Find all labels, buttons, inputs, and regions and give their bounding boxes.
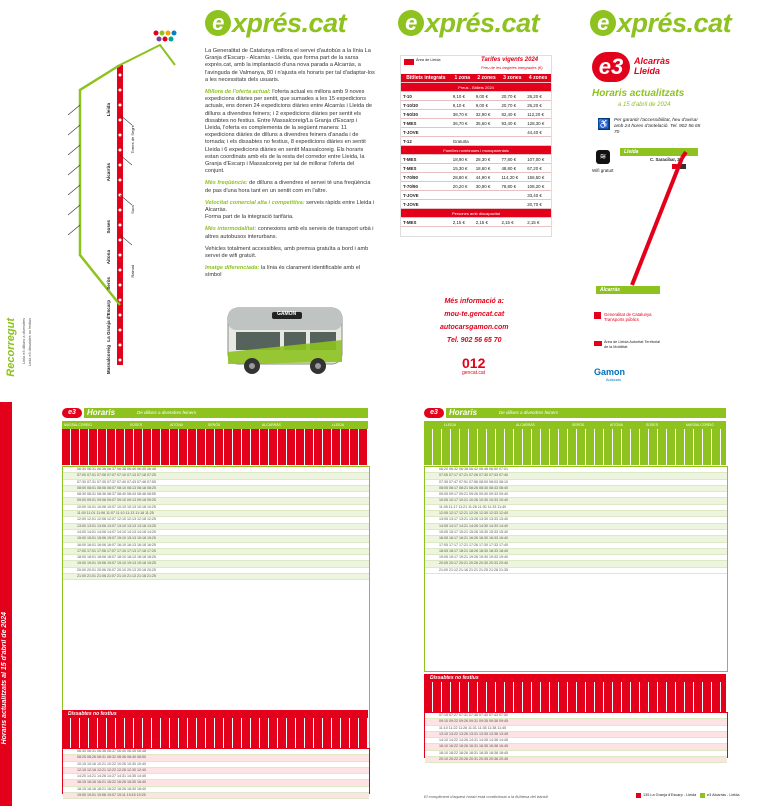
timetable-row: 10:15 10:16 10:21 10:22 10:26 10:30 10:40	[63, 762, 369, 768]
timetable-row: 14:00 14:01 14:06 14:07 14:10 14:13 14:18 14:25	[63, 530, 369, 536]
right-weekday-table	[424, 466, 728, 672]
fare-price: 20,70 €	[499, 101, 525, 110]
fare-price: 2,15 €	[474, 218, 500, 227]
fare-ticket-name: T-JOVE	[401, 200, 451, 209]
timetable-row: 15:00 15:01 15:06 15:07 15:10 15:13 15:18 15:25	[63, 536, 369, 542]
right-column-headers	[424, 429, 726, 465]
fare-row	[401, 137, 551, 146]
fare-row	[401, 173, 551, 182]
contact-block: Més informació a: mou-te.gencat.cat autocarsgamon.com Tel. 902 56 65 70	[440, 295, 508, 347]
timetable-row: 14:10 14:22 14:26 14:31 14:35 14:38 14:45	[425, 738, 727, 744]
left-line-code: e3	[62, 408, 82, 418]
contact-phone[interactable]: Tel. 902 56 65 70	[446, 337, 502, 344]
fare-row	[401, 200, 551, 209]
fare-price: 156,50 €	[525, 173, 551, 182]
timetable-row: 10:00 10:01 10:06 10:07 10:10 10:13 10:18 10:25	[63, 505, 369, 511]
fare-row	[401, 119, 551, 128]
right-timetable-header	[424, 408, 726, 418]
timetable-row: 08:30 08:31 08:36 08:37 08:40 08:43 08:48 08:55	[63, 492, 369, 498]
accessibility-icon: ♿	[598, 119, 610, 129]
fare-price	[499, 200, 525, 209]
stop-label-aitona: Aitona	[106, 250, 111, 265]
fare-ticket-name: T-10/30	[401, 101, 451, 110]
logo-012: 012 gencat.cat	[462, 355, 486, 376]
line-name: Alcarràs Lleida	[634, 56, 671, 76]
fare-price	[499, 137, 525, 146]
fare-row	[401, 155, 551, 164]
fare-row	[401, 92, 551, 101]
fare-price: 9,10 €	[451, 101, 474, 110]
fare-price: 2,15 €	[525, 218, 551, 227]
fare-row	[401, 164, 551, 173]
atm-logo-icon	[404, 59, 414, 65]
contact-web2[interactable]: autocarsgamon.com	[440, 324, 509, 331]
stop-label-torres: Torres de Segre	[130, 125, 135, 154]
timetable-row: 16:05 16:17 16:21 16:26 16:30 16:33 16:40	[425, 536, 727, 542]
left-title: Horaris	[87, 408, 116, 417]
stop-label-seros: Seròs	[106, 277, 111, 290]
fare-price: 9,10 €	[451, 92, 474, 101]
fare-row	[401, 218, 551, 227]
fare-price: 107,00 €	[525, 155, 551, 164]
cover-route-line	[612, 150, 692, 290]
fare-price	[474, 191, 500, 200]
timetable-row: 19:00 19:01 19:06 19:07 19:10 19:13 19:18 19:25	[63, 561, 369, 567]
side-caption-band	[0, 402, 12, 806]
fare-ticket-name: T-MES	[401, 164, 451, 173]
atm-logo-icon-2	[594, 341, 602, 346]
fare-price	[451, 191, 474, 200]
fare-price: 9,00 €	[474, 92, 500, 101]
intro-p7: Imatge diferenciada: la línia és clarament identificable amb el símbol	[205, 265, 361, 279]
stop-label-lleida: Lleida	[106, 103, 111, 117]
fare-price: 26,20 €	[525, 92, 551, 101]
logo-e-icon-2: e	[398, 10, 424, 36]
atm-label: Àrea de Lleida Autoritat Territorial de la Mobilitat	[604, 340, 661, 349]
left-column-headers	[62, 429, 368, 465]
fare-price: 9,00 €	[474, 101, 500, 110]
stop-label-alcarras: Alcarràs	[106, 163, 111, 182]
fare-price: 15,30 €	[451, 164, 474, 173]
fare-price	[474, 137, 500, 146]
fare-price: 32,90 €	[474, 110, 500, 119]
fare-price: 20,20 €	[451, 182, 474, 191]
fare-price: 114,30 €	[499, 173, 525, 182]
timetable-row: 12:15 12:16 12:21 12:22 12:26 12:30 12:40	[63, 768, 369, 774]
fare-price: 20,70 €	[525, 200, 551, 209]
stop-label-soses: Soses	[106, 220, 111, 234]
fare-price: 77,80 €	[499, 155, 525, 164]
cover-subtitle: Horaris actualitzats	[592, 88, 685, 99]
intro-p5: Més intermodalitat: connexions amb els serveis de transport urbà i altres autobusos interurbans.	[205, 226, 374, 240]
timetable-row: 07:05 07:17 07:21 07:26 07:30 07:33 07:40	[425, 473, 727, 479]
legend-a-icon	[636, 793, 641, 798]
line-code: e3	[592, 52, 630, 82]
fare-price: 33,40 €	[525, 191, 551, 200]
brand-logo-2: e xprés.cat	[398, 10, 539, 37]
gencat-logo-icon	[594, 312, 601, 319]
fare-price	[525, 137, 551, 146]
stop-top-banner: Lleida	[620, 148, 698, 156]
logo-e-icon-3: e	[590, 10, 616, 36]
timetable-row: 13:00 13:01 13:06 13:07 13:10 13:13 13:18 13:25	[63, 524, 369, 530]
stop-top-address: C. Saracibar, 2	[650, 157, 680, 162]
stop-label-sucs: Sucs	[130, 205, 135, 214]
timetable-row: 09:05 09:17 09:21 09:26 09:30 09:33 09:40	[425, 492, 727, 498]
fare-price: 26,20 €	[525, 101, 551, 110]
fare-price: 18,90 €	[451, 155, 474, 164]
timetable-row: 07:35 07:47 07:51 07:56 08:00 08:03 08:10	[425, 480, 727, 486]
right-colgroups: LLEIDA ALCARRÀS SERÒS AITONA SOSES MASSALCOREIG	[424, 421, 726, 429]
contact-web[interactable]: mou-te.gencat.cat	[444, 311, 505, 318]
wifi-icon: ≋	[596, 150, 610, 164]
legend-b-icon	[700, 793, 705, 798]
gamon-logo: Gamon	[594, 367, 626, 377]
fares-table: Bitllets integrats 1 zona 2 zones 3 zones 4 zones Preus - Bitllets 2024 T-10 9,10 € 9,00 € 20,70 € 26,20 € T-10/30 9,10 € 9,00 € 20,70 € 26,20 € T-50/30 38,70 € 32,90 € 82,40 € 112,20 € T-MES 36,70 € 35,60 € 93,40 € 128,30 € T-JOVE 44,40 € T-12 Gratuïta Famílies nombroses i monoparentals T-MES 18,90 € 28,30 € 77,80 € 107,00 € T-MES 15,30 € 18,60 € 48,80 € 67,20 € T-70/90 28,80 € 44,90 € 114,30 € 156,50 € T-70/90 20,20 € 30,90 € 78,80 € 108,20 € T-JOVE 33,40 € T-JOVE 20,70 € Persones amb discapacitat T-MES 2,15 € 2,15 € 2,15 € 2,15 €	[401, 74, 551, 227]
intro-p1: La Generalitat de Catalunya millora el servei d'autobús a la línia La Granja d'Escarp - Alcarràs - Lleida, que forma part de la xarxa exprés.cat, amb la implantació d'una nova parada a Alcarràs, a l'avinguda de Valmanya, 80 i n'ajusta els horaris per tal d'adaptar-los a les necessitats dels usuaris.	[205, 48, 375, 83]
timetable-row: 16:15 16:16 16:21 16:22 16:26 16:30 16:40	[63, 780, 369, 786]
timetable-row: 17:05 17:17 17:21 17:26 17:30 17:33 17:40	[425, 543, 727, 549]
timetable-row: 16:10 16:22 16:26 16:31 16:35 16:38 16:45	[425, 744, 727, 750]
fare-price	[499, 128, 525, 137]
fare-price: 44,90 €	[474, 173, 500, 182]
brand-logo-3: e xprés.cat	[590, 10, 731, 37]
stop-label-granja: La Granja d'Escarp	[106, 300, 111, 342]
timetable-row: 20:05 20:17 20:21 20:26 20:30 20:33 20:40	[425, 561, 727, 567]
fare-ticket-name: T-50/30	[401, 110, 451, 119]
fare-price	[451, 200, 474, 209]
timetable-row: 18:15 18:16 18:21 18:22 18:26 18:30 18:40	[63, 787, 369, 793]
fare-row	[401, 128, 551, 137]
fare-ticket-name: T-70/90	[401, 173, 451, 182]
fare-price: 108,20 €	[525, 182, 551, 191]
line-badge	[592, 52, 678, 82]
gamon-sub: Autocars	[606, 378, 621, 382]
timetable-row: 19:00 19:01 19:06 19:07 19:11 19:15 19:25	[63, 793, 369, 799]
route-legend-b: Línia e3 dissabtes no festius	[28, 318, 32, 366]
fares-subtitle: Preu de les targetes integrades (€)	[481, 65, 543, 70]
legend-a: 135 La Granja d'Escarp - Lleida	[643, 793, 697, 797]
side-caption: Horaris actualitzats al 15 d'abril de 2024	[1, 612, 8, 745]
timetable-row: 07:00 07:01 07:06 07:07 07:10 07:13 07:18 07:25	[63, 473, 369, 479]
logo-e-icon: e	[205, 10, 231, 36]
fare-price	[499, 191, 525, 200]
brand-logo: e xprés.cat	[205, 10, 346, 37]
timetable-row: 20:00 20:01 20:06 20:07 20:10 20:13 20:18 20:25	[63, 568, 369, 574]
footer-note: El compliment d'aquest horari està condicionat a la fluïdesa del trànsit	[424, 794, 548, 799]
right-sat-column-headers	[424, 682, 726, 712]
fare-ticket-name: T-JOVE	[401, 128, 451, 137]
fare-ticket-name: T-JOVE	[401, 191, 451, 200]
right-saturday-table	[424, 712, 728, 762]
fare-price: 20,70 €	[499, 92, 525, 101]
left-sat-column-headers	[62, 718, 368, 748]
route-map-title: Recorregut	[5, 318, 17, 377]
timetable-row: 11:05 11:17 11:21 11:26 11:30 11:33 11:40	[425, 505, 727, 511]
fare-ticket-name: T-70/90	[401, 182, 451, 191]
timetable-row: 20:10 20:22 20:26 20:31 20:35 20:38 20:45	[425, 757, 727, 763]
fare-price: 93,40 €	[499, 119, 525, 128]
left-saturday-header: Dissabtes no festius	[62, 710, 368, 718]
fare-price: 18,60 €	[474, 164, 500, 173]
timetable-row: 07:30 07:31 07:35 07:37 07:40 07:43 07:48 07:55	[63, 480, 369, 486]
right-title: Horaris	[449, 408, 478, 417]
fare-price	[474, 200, 500, 209]
timetable-row: 12:05 12:17 12:21 12:26 12:30 12:33 12:40	[425, 511, 727, 517]
fares-title: Tarifes vigents 2024	[481, 57, 539, 63]
fare-price: 2,15 €	[451, 218, 474, 227]
timetable-row: 09:00 09:01 09:06 09:07 09:10 09:13 09:18 09:25	[63, 498, 369, 504]
intro-p3: Més freqüència: de dilluns a divendres el servei té una freqüència de pas d'una hora tant en un sentit com en l'altre.	[205, 180, 371, 194]
intro-p4b: Forma part de la integració tarifària.	[205, 214, 294, 221]
fare-price: 48,80 €	[499, 164, 525, 173]
accessibility-text: Per garantir l'accessibilitat, heu d'avisar amb 24 hores d'antelació. Tel. 902 56 65 70	[614, 118, 701, 135]
fare-price: 44,40 €	[525, 128, 551, 137]
intro-p2: Millora de l'oferta actual: l'oferta actual es millora amb 9 noves expedicions diàries per sentit, que sumades a les 15 expedicions actuals, ens donen 24 expedicions diàries entre Alcarràs i Lleida de dilluns a divendres feiners; i 2 expedicions diàries per sentit els dissabtes no festius. Entre Massalcoreig/La Granja d'Escarp i Lleida, l'oferta es complementa de la següent manera: 11 expedicions diàries de dilluns a divendres feiners d'anada i de tornada; i els dissabtes no festius, 8 expedicions diàries en sentit Lleida i 6 expedicions diàries en sentit Massalcoreig. Els horaris estan coordinats amb els de la resta del corredor entre Lleida, la Granja d'Escarp i Massalcoreig per tal de millorar l'oferta del conjunt.	[205, 89, 372, 175]
route-map	[60, 15, 200, 385]
route-legend-a: Línia e3 dilluns a divendres	[22, 318, 26, 365]
fare-price: 2,15 €	[499, 218, 525, 227]
fare-price: 112,20 €	[525, 110, 551, 119]
right-line-code: e3	[424, 408, 444, 418]
left-timetable-header	[62, 408, 368, 418]
timetable-row: 21:00 21:12 21:16 21:21 21:25 21:28 21:35	[425, 568, 727, 574]
timetable-row: 07:15 07:27 07:31 07:36 07:40 07:43 07:50	[425, 713, 727, 719]
timetable-row: 13:10 13:22 13:26 13:31 13:35 13:38 13:45	[425, 732, 727, 738]
timetable-row: 13:05 13:17 13:21 13:26 13:30 13:33 13:40	[425, 517, 727, 523]
left-saturday-table	[62, 748, 370, 798]
intro-text	[205, 48, 375, 285]
bus-brand-label: GAMON	[277, 311, 297, 317]
fare-price: 36,70 €	[451, 119, 474, 128]
timetable-row: 17:00 17:01 17:06 17:07 17:10 17:13 17:18 17:25	[63, 549, 369, 555]
timetable-row: 10:05 10:17 10:21 10:26 10:30 10:33 10:40	[425, 498, 727, 504]
fare-ticket-name: T-MES	[401, 155, 451, 164]
intro-p4: Velocitat comercial alta i competitiva: serveis ràpids entre Lleida i Alcarràs.	[205, 199, 375, 214]
fare-price	[474, 128, 500, 137]
timetable-row: 06:30 06:31 06:36 06:37 06:38 06:40 06:45 06:48	[63, 467, 369, 473]
fare-ticket-name: T-12	[401, 137, 451, 146]
timetable-row: 16:00 16:01 16:06 16:07 16:10 16:13 16:18 16:25	[63, 543, 369, 549]
timetable-row: 09:10 09:22 09:26 09:31 09:35 09:38 09:45	[425, 719, 727, 725]
timetable-row: 18:05 18:17 18:21 18:26 18:30 18:33 18:40	[425, 549, 727, 555]
gencat-label: Generalitat de Catalunya Transports públics	[604, 312, 652, 322]
fare-price: 128,30 €	[525, 119, 551, 128]
fare-price: 30,90 €	[474, 182, 500, 191]
fare-row	[401, 182, 551, 191]
fare-row	[401, 101, 551, 110]
left-colgroups: MASSALCOREIG SOSES AITONA SERÒS ALCARRÀS LLEIDA	[62, 421, 368, 429]
fare-price: 35,60 €	[474, 119, 500, 128]
fare-ticket-name: T-10	[401, 92, 451, 101]
fare-price: 28,30 €	[474, 155, 500, 164]
timetable-row: 12:00 12:01 12:06 12:07 12:10 12:13 12:18 12:25	[63, 517, 369, 523]
timetable-row: 08:05 08:17 08:21 08:26 08:30 08:33 08:40	[425, 486, 727, 492]
fare-price: 28,80 €	[451, 173, 474, 182]
fare-price: 38,70 €	[451, 110, 474, 119]
fare-ticket-name: T-MES	[401, 218, 451, 227]
timetable-row: 15:05 15:17 15:21 15:26 15:30 15:33 15:40	[425, 530, 727, 536]
timetable-row: 11:00 11:01 11:06 11:07 11:10 11:13 11:18 11:25	[63, 511, 369, 517]
fare-price: 78,80 €	[499, 182, 525, 191]
stop-label-massalcoreig: Massalcoreig	[106, 345, 111, 375]
timetable-row: 19:05 19:17 19:21 19:26 19:30 19:33 19:40	[425, 555, 727, 561]
fare-price	[451, 128, 474, 137]
timetable-row: 14:20 14:21 14:26 14:27 14:31 14:35 14:45	[63, 774, 369, 780]
wifi-label: Wifi gratuït	[592, 168, 614, 173]
fare-row	[401, 191, 551, 200]
fare-price: 67,20 €	[525, 164, 551, 173]
timetable-row: 11:10 11:22 11:26 11:31 11:35 11:38 11:45	[425, 726, 727, 732]
cover-date: a 15 d'abril de 2024	[618, 102, 671, 108]
stop-bottom-banner: Alcarràs	[596, 286, 660, 294]
timetable-row: 21:00 21:01 21:06 21:07 21:10 21:13 21:18 21:25	[63, 574, 369, 580]
timetable-row: 08:00 08:01 08:06 08:07 08:10 08:13 08:18 08:25	[63, 486, 369, 492]
fare-ticket-name: T-MES	[401, 119, 451, 128]
timetable-row: 06:30 06:31 06:36 06:37 06:40 06:45 06:48	[63, 749, 369, 755]
fare-row	[401, 110, 551, 119]
right-subtitle: De dilluns a divendres feiners	[499, 410, 559, 415]
timetable-row: 06:20 06:32 06:38 06:42 06:48 06:50 07:01	[425, 467, 727, 473]
stop-label-raimat: Raimat	[130, 265, 135, 278]
fare-price: 82,40 €	[499, 110, 525, 119]
fares-card: Àrea de Lleida Tarifes vigents 2024 Preu de les targetes integrades (€) Bitllets integrats 1 zona 2 zones 3 zones 4 zones Preus - Bitllets 2024 T-10 9,10 € 9,00 € 20,70 € 26,20 € T-10/30 9,10 € 9,00 € 20,70 € 26,20 € T-50/30 38,70 € 32,90 € 82,40 € 112,20 € T-MES 36,70 € 35,60 € 93,40 € 128,30 € T-JOVE 44,40 € T-12 Gratuïta Famílies nombroses i monoparentals T-MES 18,90 € 28,30 € 77,80 € 107,00 € T-MES 15,30 € 18,60 € 48,80 € 67,20 € T-70/90 28,80 € 44,90 € 114,30 € 156,50 € T-70/90 20,20 € 30,90 € 78,80 € 108,20 € T-JOVE 33,40 € T-JOVE 20,70 € Persones amb discapacitat T-MES 2,15 € 2,15 € 2,15 € 2,15 €	[400, 55, 552, 237]
timetable-row: 08:25 08:26 08:31 08:32 08:36 08:40 08:50	[63, 755, 369, 761]
right-saturday-header: Dissabtes no festius	[424, 674, 726, 682]
bus-illustration	[222, 300, 350, 380]
timetable-row: 18:10 18:22 18:26 18:31 18:35 18:38 18:45	[425, 751, 727, 757]
fare-price: Gratuïta	[451, 137, 474, 146]
timetable-row: 14:05 14:17 14:21 14:26 14:30 14:33 14:40	[425, 524, 727, 530]
legend-b: e3 Alcarràs - Lleida	[707, 793, 740, 797]
left-subtitle: De dilluns a divendres feiners	[137, 410, 197, 415]
timetable-row: 18:00 18:01 18:06 18:07 18:10 18:13 18:18 18:25	[63, 555, 369, 561]
intro-p6: Vehicles totalment accessibles, amb premsa gratuïta a bord i amb servei de wifi gratuït.	[205, 245, 369, 260]
